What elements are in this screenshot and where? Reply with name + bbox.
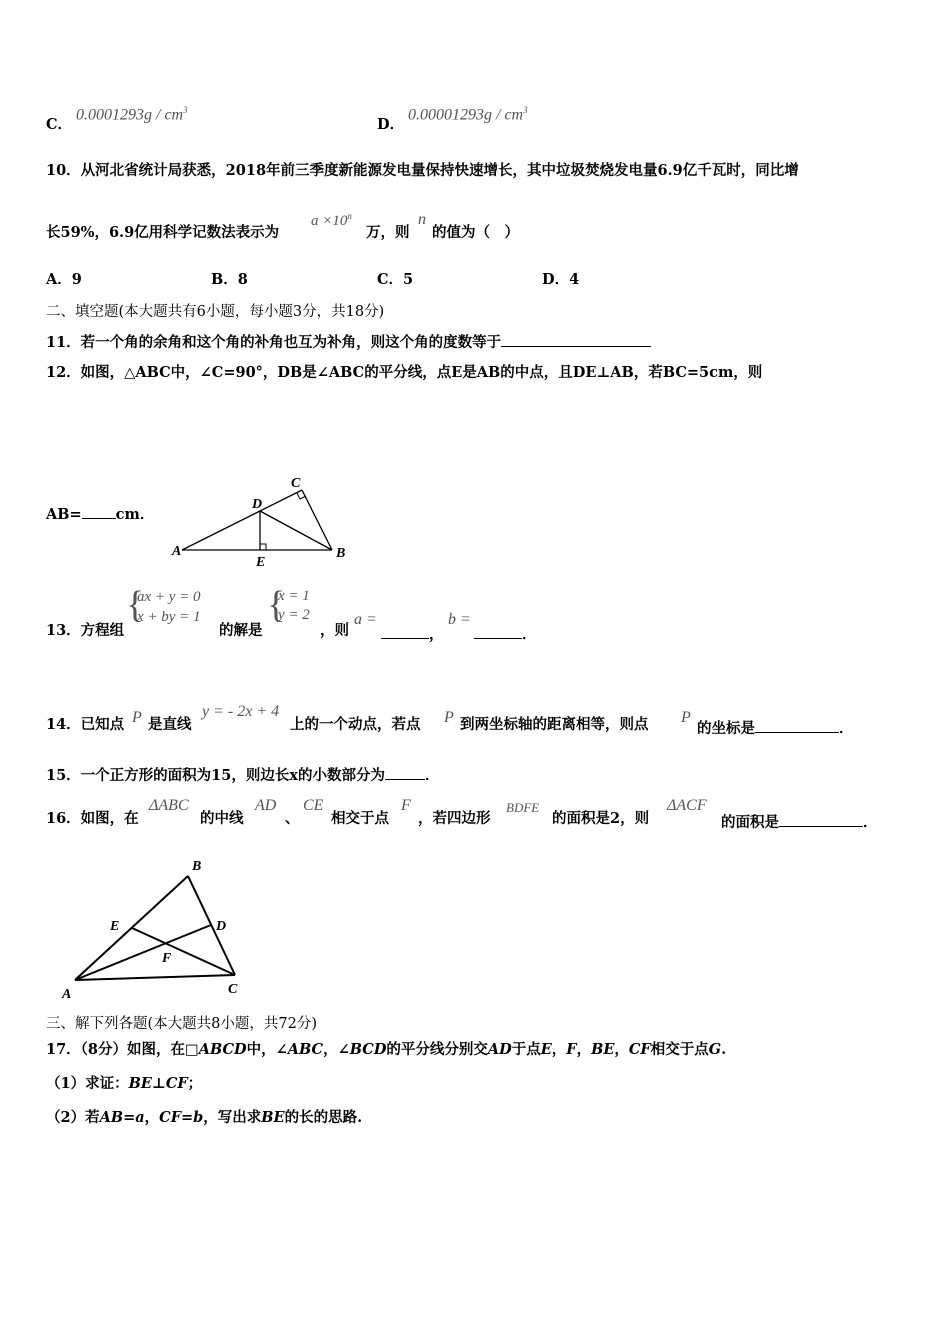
q17-head: 17．（8分）如图，在□ABCD中，∠ABC，∠BCD的平分线分别交AD于点E，F，BE，CF相交于点G. [46, 1041, 727, 1058]
label-d: D [216, 919, 227, 934]
label-a: A [172, 544, 182, 559]
right-angle-e [260, 544, 266, 550]
segment-ac [182, 490, 302, 550]
q15-text: 15．一个正方形的面积为15，则边长x的小数部分为 ． [46, 767, 440, 784]
q12-text: 12．如图，△ABC中，∠C=90°，DB是∠ABC的平分线，点E是AB的中点，且DE⊥AB，若BC=5cm，则 [46, 364, 763, 381]
section3-title: 三、解下列各题(本大题共8小题，共72分) [46, 1016, 317, 1032]
q16-bdfe: BDFE [506, 800, 540, 815]
q17-part2: （2）若AB=a，CF=b，写出求BE的长的思路. [46, 1109, 363, 1126]
option-c-letter: C． [46, 116, 73, 133]
q16-sep: 、 [285, 810, 300, 827]
label-e: E [110, 919, 120, 934]
q14-d: 到两坐标轴的距离相等，则点 [460, 716, 649, 733]
q14-e: 的坐标是 ． [697, 720, 854, 737]
q13-a-blank: ， [381, 624, 444, 643]
q14-line: y = - 2x + 4 [202, 703, 280, 720]
option-d-value: $0.00001293g / cm^3$ [408, 105, 528, 124]
q17-part1: （1）求证：BE⊥CF； [46, 1075, 203, 1092]
q10-sci-notation: $a \times 10^n$ [311, 211, 352, 229]
q14-c: 上的一个动点，若点 [290, 716, 421, 733]
option-d-letter: D． [377, 116, 405, 133]
q13-b-blank: ． [474, 624, 537, 643]
q10-line1: 10．从河北省统计局获悉，2018年前三季度新能源发电量保持快速增长，其中垃圾焚烧发电量6.9亿千瓦时，同比增 [46, 162, 799, 179]
q12-triangle-figure [170, 470, 360, 570]
q14-a: 14．已知点 [46, 716, 125, 733]
label-b: B [192, 859, 202, 874]
q13-b-eq: b = [448, 611, 471, 628]
label-e: E [256, 555, 266, 570]
q14-p3: P [681, 709, 691, 726]
q16-triangle-figure [58, 850, 258, 1002]
q16-f: F [401, 797, 411, 814]
q10-line2-c: 的值为（ ） [432, 224, 519, 241]
q16-d: ，若四边形 [418, 810, 491, 827]
label-b: B [336, 546, 346, 561]
segment-bc [188, 876, 235, 975]
q14-p1: P [132, 709, 142, 726]
q12-answer: AB= cm． [46, 506, 155, 523]
q16-f-text: 的面积是 ． [721, 814, 878, 831]
q16-tri-abc: ΔABC [149, 797, 189, 814]
system2-eq2: y = 2 [278, 607, 310, 623]
q16-b: 的中线 [200, 810, 244, 827]
q10-option-c: C．5 [377, 271, 414, 288]
system1-eq1: ax + y = 0 [137, 589, 201, 605]
q13-prefix: 13．方程组 [46, 622, 125, 639]
q10-option-a: A．9 [46, 271, 82, 288]
q13-a-eq: a = [354, 611, 377, 628]
system1-brace: { [126, 584, 145, 626]
label-a: A [62, 987, 72, 1002]
label-d: D [252, 497, 263, 512]
q10-option-b: B．8 [211, 271, 248, 288]
q16-ad: AD [255, 797, 277, 814]
segment-cb [302, 490, 332, 550]
system2-brace: { [267, 584, 286, 626]
segment-db [260, 511, 332, 550]
q10-line2-b: 万，则 [366, 224, 410, 241]
q16-tri-acf: ΔACF [667, 797, 707, 814]
section2-title: 二、填空题(本大题共有6小题，每小题3分，共18分) [46, 304, 385, 320]
q14-b: 是直线 [148, 716, 192, 733]
q10-line2: 长59%，6.9亿用科学记数法表示为 [46, 224, 280, 241]
q16-a: 16．如图，在 [46, 810, 139, 827]
label-c: C [291, 476, 301, 491]
q16-c: 相交于点 [331, 810, 389, 827]
system1-eq2: x + by = 1 [137, 609, 201, 625]
label-f: F [162, 951, 172, 966]
q10-n: n [418, 211, 426, 228]
q16-e: 的面积是2，则 [552, 810, 650, 827]
q10-option-d: D．4 [542, 271, 580, 288]
q11-text: 11．若一个角的余角和这个角的补角也互为补角，则这个角的度数等于 [46, 332, 651, 351]
system2-eq1: x = 1 [278, 588, 310, 604]
q14-p2: P [444, 709, 454, 726]
q13-then: ，则 [320, 622, 349, 639]
q13-mid: 的解是 [219, 622, 263, 639]
segment-ac [75, 975, 235, 980]
q16-ce: CE [303, 797, 324, 814]
option-c-value: $0.0001293g / cm^3$ [76, 105, 188, 124]
label-c: C [228, 982, 238, 997]
